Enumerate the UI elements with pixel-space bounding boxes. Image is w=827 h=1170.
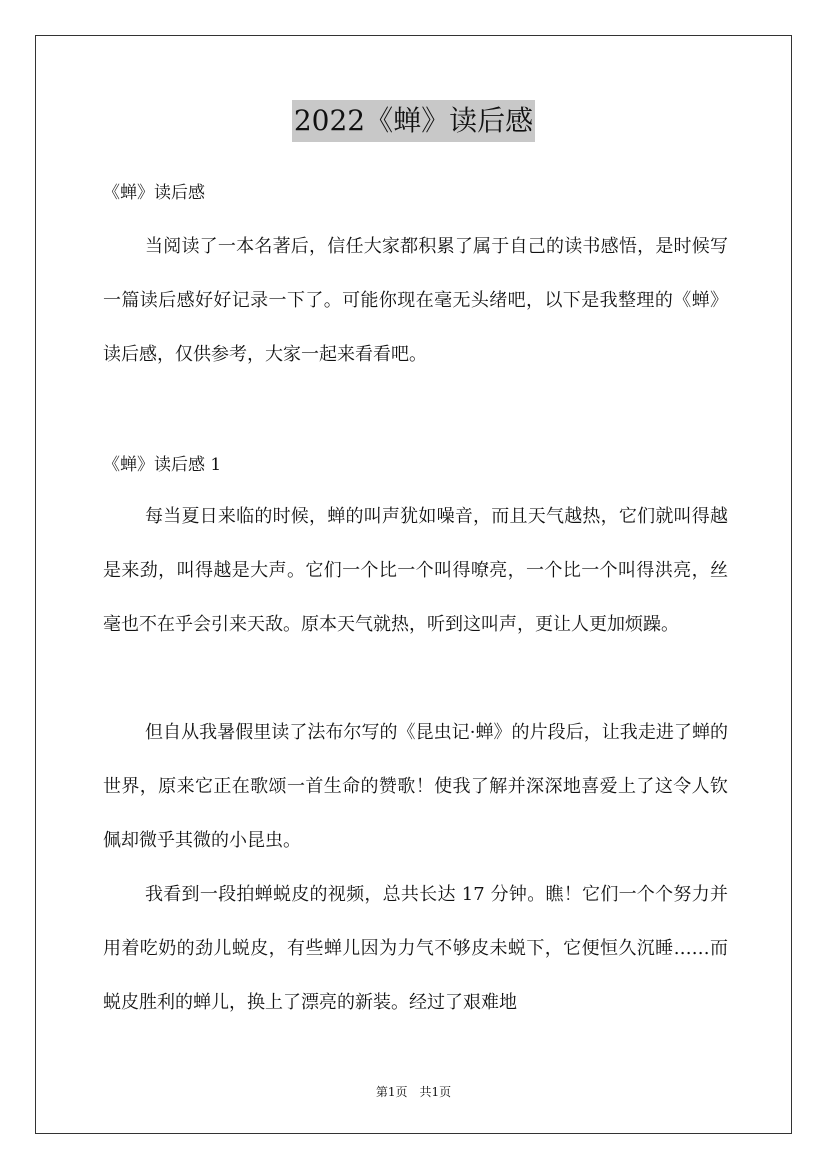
document-title-wrapper bbox=[0, 100, 827, 142]
paragraph-3: 我看到一段拍蝉蜕皮的视频，总共长达 17 分钟。瞧！它们一个个努力并用着吃奶的劲儿蜕皮，有些蝉儿因为力气不够皮未蜕下，它便恒久沉睡……而蜕皮胜利的蝉儿，换上了漂亮的新装。经过了艰难地 bbox=[103, 884, 728, 1013]
section-heading: 《蝉》读后感 1 bbox=[103, 455, 222, 475]
page-footer: 第1页 共1页 bbox=[375, 1085, 452, 1099]
document-title: 2022《蝉》读后感 bbox=[292, 100, 535, 142]
paragraph-1: 每当夏日来临的时候，蝉的叫声犹如噪音，而且天气越热，它们就叫得越是来劲，叫得越是大声。它们一个比一个叫得嘹亮，一个比一个叫得洪亮，丝毫也不在乎会引来天敌。原本天气就热，听到这叫声，更让人更加烦躁。 bbox=[103, 506, 728, 635]
intro-paragraph: 当阅读了一本名著后，信任大家都积累了属于自己的读书感悟，是时候写一篇读后感好好记录一下了。可能你现在毫无头绪吧，以下是我整理的《蝉》读后感，仅供参考，大家一起来看看吧。 bbox=[103, 236, 728, 365]
paragraph-2: 但自从我暑假里读了法布尔写的《昆虫记·蝉》的片段后，让我走进了蝉的世界，原来它正在歌颂一首生命的赞歌！使我了解并深深地喜爱上了这令人钦佩却微乎其微的小昆虫。 bbox=[103, 722, 728, 851]
intro-heading: 《蝉》读后感 bbox=[103, 183, 205, 203]
